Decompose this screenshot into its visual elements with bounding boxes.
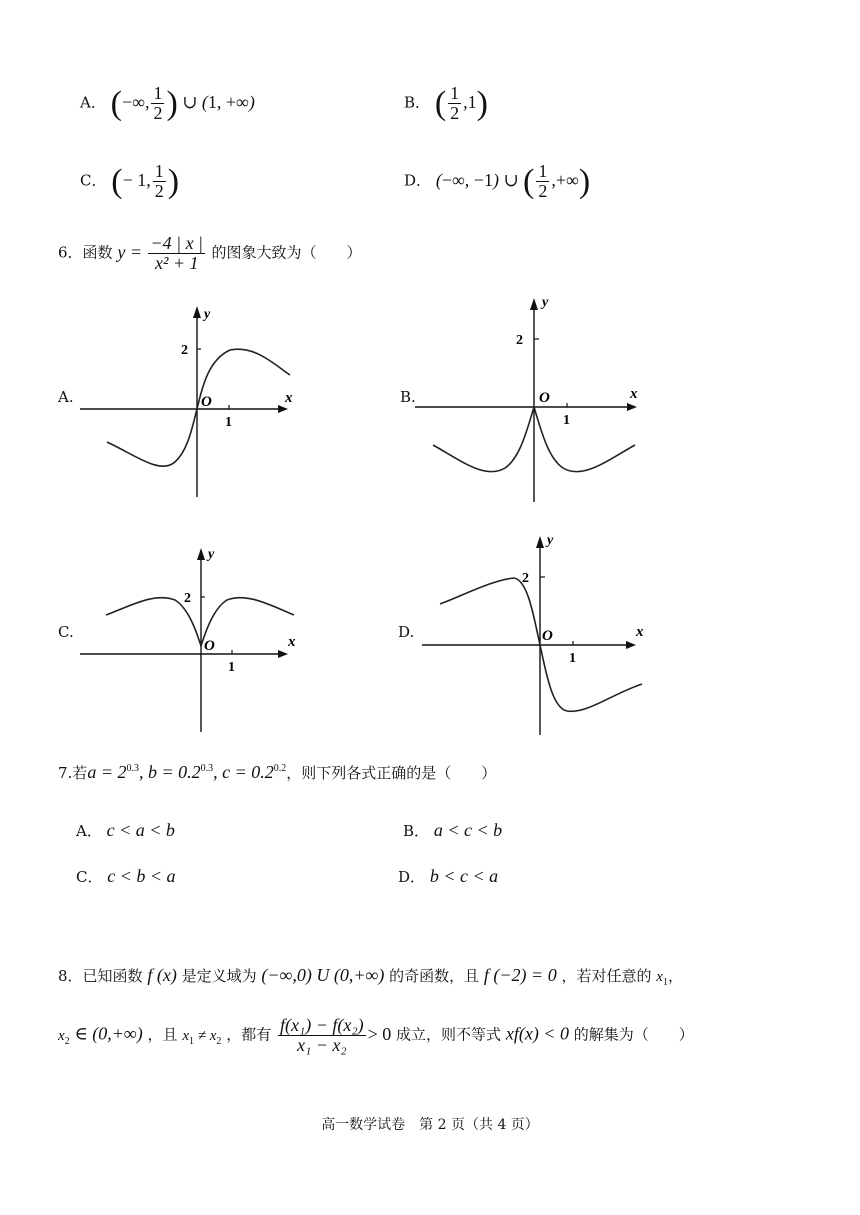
- origin-label: O: [542, 628, 553, 644]
- q7-option-a: [76, 820, 175, 841]
- option-label: A．: [76, 822, 102, 840]
- graph-a: [80, 300, 310, 500]
- y-axis-arrow-icon: [536, 536, 544, 548]
- option-expr: b < c < a: [429, 866, 499, 886]
- origin-label: O: [204, 638, 215, 654]
- q8-line-2: $x_2$ ∈ (0,+∞) ，且 $x_1 \ne x_2$ ，都有 $\frac{\text{f(x₁) − f(x₂)}}{\text{x₁ − x₂}}$ > 0 成立，则不等式 xf(x) < 0 的解集为（ ）: [58, 1015, 694, 1055]
- y-axis-label: y: [542, 295, 549, 310]
- graph-b: [415, 290, 650, 505]
- frac-den: 2: [153, 102, 163, 123]
- q7-suffix: ，则下列各式正确的是（ ）: [286, 764, 497, 782]
- x-axis-label: x: [630, 386, 638, 402]
- curve: [106, 598, 294, 646]
- page-footer: 高一数学试卷 第 2 页（共 4 页）: [321, 1117, 539, 1133]
- frac-num: 1: [154, 161, 164, 181]
- option-expr: c < a < b: [106, 820, 175, 840]
- graph-b-label: B.: [400, 388, 416, 406]
- frac-num: 1: [450, 83, 460, 103]
- q8-text: 是定义域为: [181, 967, 257, 985]
- q7-c-exp: 0.2: [273, 763, 287, 774]
- x-axis-arrow-icon: [278, 650, 288, 658]
- q8-line-1: 8．已知函数 f (x) 是定义域为 (−∞,0) U (0,+∞) 的奇函数，且 f (−2) = 0 ，若对任意的 $x_1$，: [58, 965, 683, 988]
- y-axis-arrow-icon: [530, 298, 538, 310]
- option-label: D．: [398, 868, 426, 886]
- y-axis-label: y: [204, 307, 211, 322]
- q8-text: 8．已知函数: [58, 967, 143, 985]
- q7-a-exp: 0.3: [126, 763, 139, 774]
- q7-stem: [58, 762, 496, 783]
- tick-2-label: 2: [181, 343, 188, 358]
- option-expr: a < c < b: [433, 820, 503, 840]
- q6-frac-den: x² + 1: [154, 252, 199, 273]
- option-label: A．: [80, 93, 106, 112]
- frac-den: 2: [538, 180, 548, 201]
- union-symbol: ∪: [182, 91, 198, 112]
- x-axis-arrow-icon: [626, 641, 636, 649]
- tick-1-label: 1: [569, 651, 576, 666]
- frac-den: 2: [450, 102, 460, 123]
- curve: [107, 349, 290, 466]
- q8-domain: (−∞,0) U (0,+∞): [261, 965, 385, 985]
- y-axis-arrow-icon: [197, 548, 205, 560]
- expr: − 1,: [122, 169, 151, 190]
- q7-b: , b = 0.2: [138, 762, 201, 782]
- q6-stem: [58, 234, 362, 273]
- q8-x2: x: [58, 1027, 65, 1044]
- q8-x2: x: [209, 1027, 217, 1044]
- q6-suffix: 的图象大致为（ ）: [211, 243, 362, 262]
- q8-gt0: > 0: [367, 1023, 392, 1044]
- tick-2-label: 2: [516, 333, 523, 348]
- graph-d: [422, 528, 650, 738]
- q8-text: 成立，则不等式: [396, 1025, 502, 1044]
- q8-frac-num: f(x₁) − f(x₂): [279, 1015, 364, 1035]
- tick-1-label: 1: [225, 415, 232, 430]
- option-expr: c < b < a: [107, 866, 176, 886]
- q8-neq: ≠: [197, 1027, 206, 1044]
- x-axis-label: x: [288, 634, 296, 650]
- q7-option-d: [398, 866, 498, 887]
- q8-interval: ∈ (0,+∞): [74, 1023, 143, 1044]
- origin-label: O: [201, 394, 212, 410]
- q8-text: ，若对任意的: [561, 967, 652, 985]
- q7-option-c: [76, 866, 176, 887]
- q8-cond: f (−2) = 0: [483, 965, 557, 985]
- x-axis-arrow-icon: [627, 403, 637, 411]
- expr: 1, +∞: [207, 91, 249, 112]
- option-label: C．: [76, 868, 103, 886]
- graph-d-label: D.: [398, 623, 415, 641]
- expr: −∞: [121, 91, 145, 112]
- q8-text: 的奇函数，且: [389, 967, 480, 985]
- graph-c-label: C.: [58, 623, 74, 641]
- graph-a-label: A.: [58, 388, 74, 406]
- union-symbol: ∪: [503, 169, 519, 190]
- tick-2-label: 2: [522, 571, 529, 586]
- option-label: B．: [403, 822, 430, 840]
- origin-label: O: [539, 390, 550, 406]
- q5-option-d: D． (−∞, −1) ∪ ( $\frac{1}{2}$ ,+∞): [404, 161, 591, 201]
- frac-num: 1: [153, 83, 163, 103]
- q8-text: ，都有: [226, 1025, 272, 1044]
- y-axis-label: y: [547, 533, 554, 548]
- q7-prefix: 7.若: [58, 764, 88, 782]
- tick-1-label: 1: [228, 660, 235, 675]
- x-axis-label: x: [285, 390, 293, 406]
- expr: 1: [467, 91, 477, 112]
- q6-y-eq: y =: [117, 241, 142, 262]
- frac-num: 1: [538, 161, 548, 181]
- graph-c: [80, 540, 310, 735]
- option-label: C．: [80, 171, 107, 190]
- q8-x1: x: [656, 969, 663, 985]
- q5-option-b: B． ( $\frac{1}{2}$ ,1): [404, 83, 488, 123]
- x-axis-arrow-icon: [278, 405, 288, 413]
- q8-text: 的解集为（ ）: [573, 1025, 694, 1044]
- q7-b-exp: 0.3: [200, 763, 214, 774]
- option-label: B．: [404, 93, 431, 112]
- q7-c: , c = 0.2: [213, 762, 274, 782]
- tick-2-label: 2: [184, 591, 191, 606]
- q8-text: ，且: [147, 1025, 178, 1044]
- q8-fx: f (x): [147, 965, 177, 985]
- q8-frac-den: x₁ − x₂: [296, 1034, 347, 1055]
- expr: +∞: [555, 169, 579, 190]
- y-axis-label: y: [208, 547, 215, 562]
- frac-den: 2: [154, 180, 164, 201]
- q8-ineq: xf(x) < 0: [505, 1023, 569, 1044]
- q5-option-c: C． (− 1, $\frac{1}{2}$ ): [80, 161, 180, 201]
- q5-option-a: A． (−∞, $\frac{1}{2}$ ) ∪ (1, +∞): [80, 83, 255, 123]
- tick-1-label: 1: [563, 413, 570, 428]
- q7-option-b: [403, 820, 502, 841]
- expr: −∞, −1: [441, 169, 493, 190]
- option-label: D．: [404, 171, 432, 190]
- q7-a: a = 2: [87, 762, 127, 782]
- y-axis-arrow-icon: [193, 306, 201, 318]
- x-axis-label: x: [636, 624, 644, 640]
- q6-frac-num: −4 | x |: [150, 233, 204, 253]
- q8-x1: x: [182, 1027, 189, 1044]
- q6-prefix: 6．函数: [58, 243, 113, 262]
